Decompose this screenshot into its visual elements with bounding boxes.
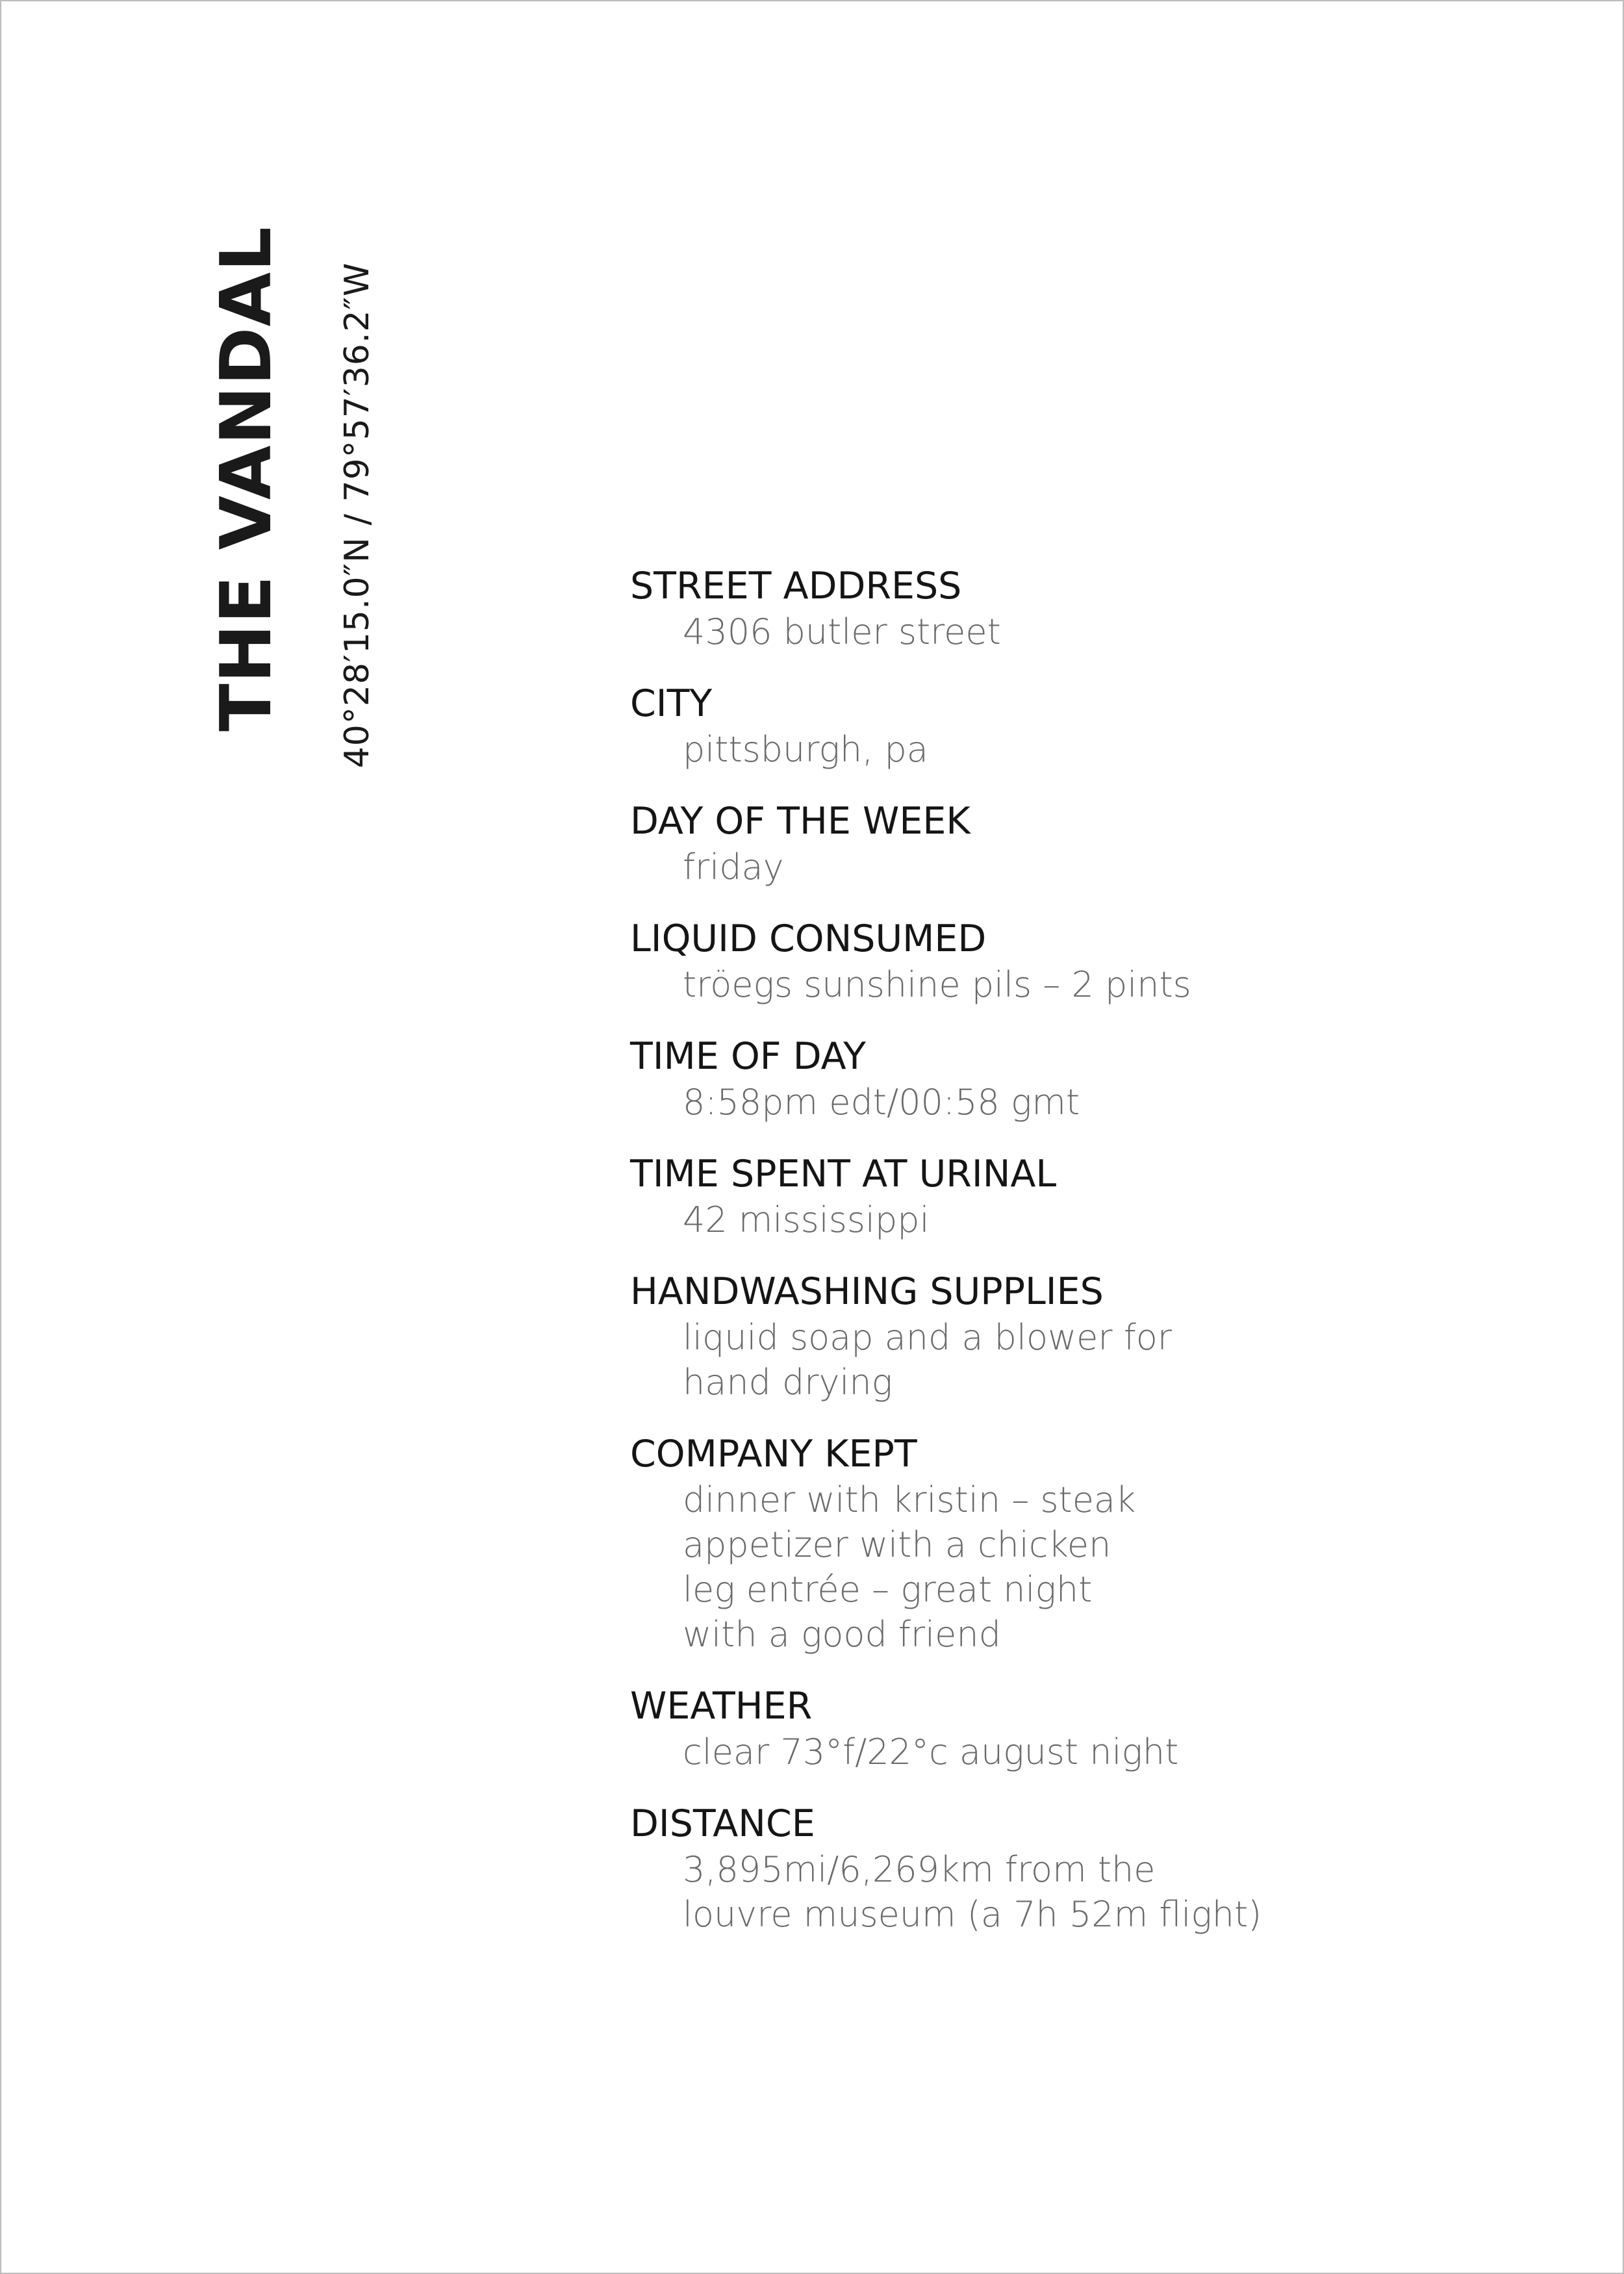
field-label: DAY OF THE WEEK [630,800,971,843]
field-value: liquid soap and a blower for hand drying [683,1317,1172,1403]
field-label: DISTANCE [630,1802,815,1845]
field-weather [630,1683,1572,1774]
field-label: COMPANY KEPT [630,1433,917,1476]
field-handwashing-supplies [630,1268,1572,1405]
field-label: TIME SPENT AT URINAL [630,1153,1057,1195]
field-value: 42 mississippi [683,1199,930,1240]
field-time-at-urinal [630,1151,1572,1242]
field-value: 8:58pm edt/00:58 gmt [683,1082,1080,1123]
field-value: dinner with kristin – steak appetizer with a chicken leg entrée – great night with a good friend [683,1479,1136,1655]
field-label: STREET ADDRESS [630,565,962,607]
coordinates: 40°28′15.0″N / 79°57′36.2″W [338,262,377,769]
field-time-of-day [630,1033,1572,1125]
field-street-address [630,563,1572,654]
field-label: TIME OF DAY [630,1035,866,1078]
field-city [630,680,1572,772]
page-title: THE VANDAL [206,226,287,732]
field-value: friday [683,847,784,888]
field-label: WEATHER [630,1685,813,1728]
field-value: 4306 butler street [683,611,1001,652]
field-liquid-consumed [630,915,1572,1007]
field-value: tröegs sunshine pils – 2 pints [683,964,1191,1005]
field-company-kept [630,1431,1572,1657]
field-value: clear 73°f/22°c august night [683,1731,1179,1772]
field-value: 3,895mi/6,269km from the louvre museum (a 7h 52m flight) [683,1849,1262,1935]
field-label: CITY [630,682,713,725]
field-label: HANDWASHING SUPPLIES [630,1270,1104,1313]
field-day-of-week [630,798,1572,889]
field-label: LIQUID CONSUMED [630,917,987,960]
field-value: pittsburgh, pa [683,729,928,770]
field-list [630,563,1572,1963]
field-distance [630,1800,1572,1937]
